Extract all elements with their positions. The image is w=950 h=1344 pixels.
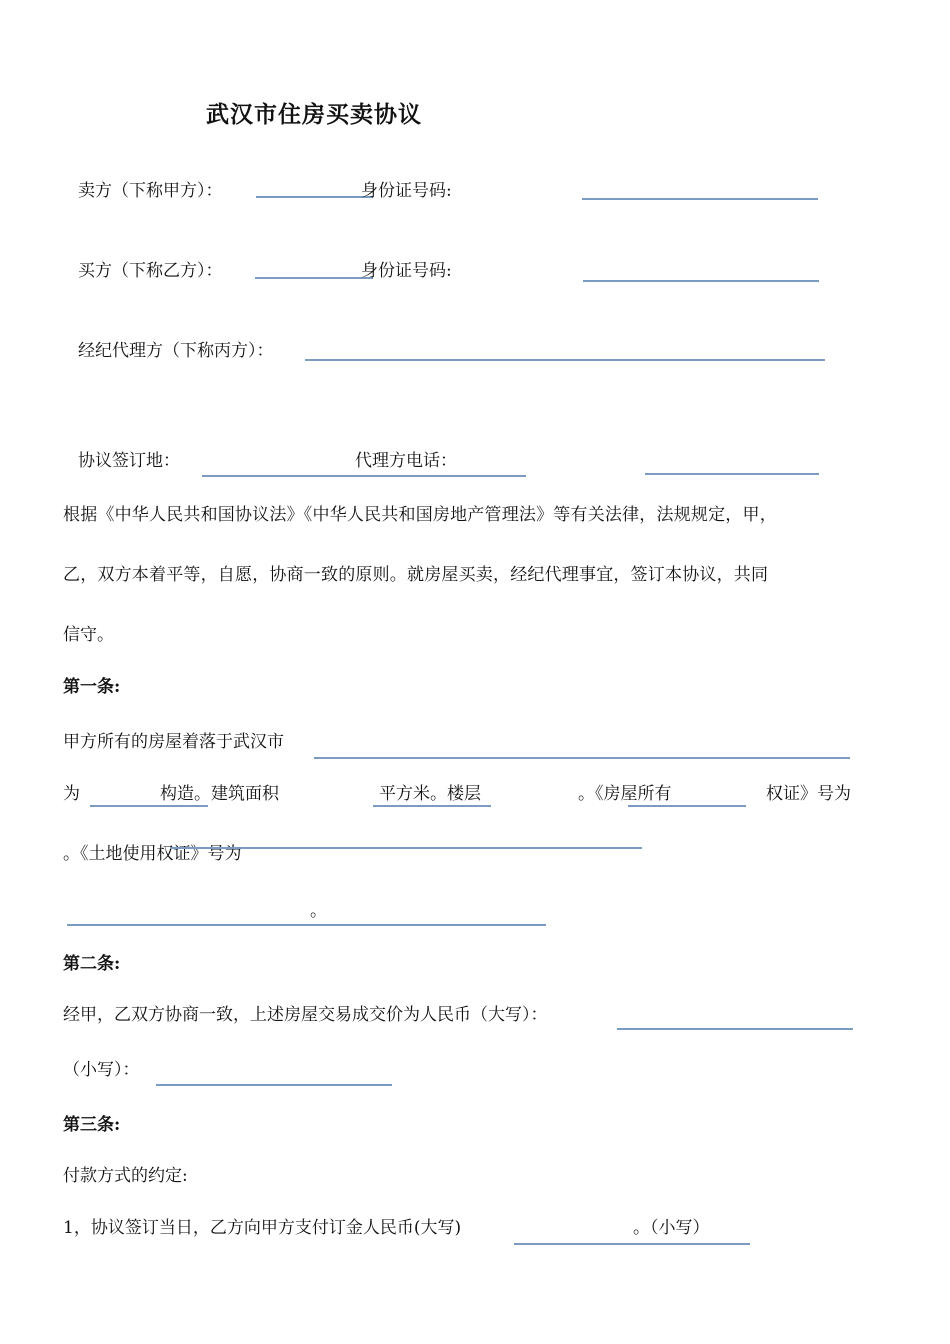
buyer-name-field[interactable] <box>255 277 373 279</box>
seller-id-field[interactable] <box>582 198 818 200</box>
house-location-field[interactable] <box>314 757 850 759</box>
house-location-label: 甲方所有的房屋着落于武汉市 <box>63 732 284 752</box>
price-label: 经甲，乙双方协商一致，上述房屋交易成交价为人民币（大写）： <box>63 1005 548 1025</box>
buyer-label: 买方（下称乙方）： <box>78 261 223 281</box>
land-cert-label: 。《土地使用权证》号为 <box>63 844 242 864</box>
preamble-line-3: 信守。 <box>63 625 114 645</box>
article-1-heading: 第一条: <box>63 677 121 697</box>
agent-phone-label: 代理方电话： <box>355 451 457 471</box>
house-cert-close: 权证》号为 <box>766 784 851 804</box>
deposit-small-label: 。（小写） <box>633 1218 710 1238</box>
structure-text: 构造。建筑面积 <box>160 784 279 804</box>
article-1-end-mark: 。 <box>310 901 327 921</box>
area-unit-text: 平方米。楼层 <box>379 784 481 804</box>
wei-text: 为 <box>63 784 80 804</box>
structure-field[interactable] <box>90 805 208 807</box>
land-cert-number-field[interactable] <box>67 924 546 926</box>
sign-place-field[interactable] <box>202 475 526 477</box>
document-title: 武汉市住房买卖协议 <box>206 101 422 128</box>
sign-place-label: 协议签订地： <box>78 451 180 471</box>
area-field[interactable] <box>373 805 491 807</box>
article-3-heading: 第三条: <box>63 1115 121 1135</box>
price-uppercase-field[interactable] <box>617 1028 853 1030</box>
price-lowercase-field[interactable] <box>156 1084 392 1086</box>
article-2-heading: 第二条: <box>63 954 121 974</box>
buyer-id-label: 身份证号码: <box>361 261 452 281</box>
seller-name-field[interactable] <box>256 196 373 198</box>
deposit-text: 1，协议签订当日，乙方向甲方支付订金人民币(大写) <box>63 1218 462 1238</box>
house-cert-number-field[interactable] <box>170 847 642 849</box>
price-small-label: （小写）： <box>63 1060 140 1080</box>
agent-phone-field[interactable] <box>645 473 819 475</box>
seller-label: 卖方（下称甲方）： <box>78 181 223 201</box>
preamble-line-1: 根据《中华人民共和国协议法》《中华人民共和国房地产管理法》等有关法律，法规规定，甲， <box>63 505 777 525</box>
house-cert-open: 。《房屋所有 <box>578 784 672 804</box>
agent-name-field[interactable] <box>305 359 825 361</box>
floor-field[interactable] <box>628 805 746 807</box>
agent-label: 经纪代理方（下称丙方）： <box>78 341 274 361</box>
payment-intro: 付款方式的约定: <box>63 1166 188 1186</box>
preamble-line-2: 乙，双方本着平等，自愿，协商一致的原则。就房屋买卖，经纪代理事宜，签订本协议，共同 <box>63 565 769 585</box>
deposit-field[interactable] <box>514 1243 750 1245</box>
buyer-id-field[interactable] <box>583 280 819 282</box>
seller-id-label: 身份证号码: <box>361 181 452 201</box>
